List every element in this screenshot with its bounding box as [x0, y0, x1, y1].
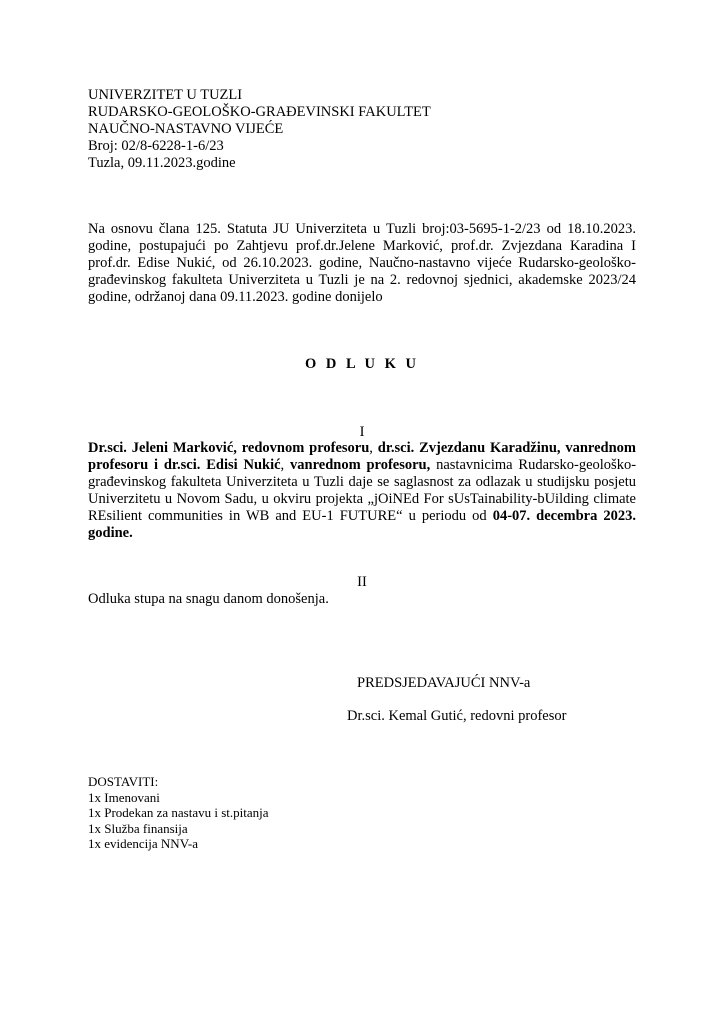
document-number: Broj: 02/8-6228-1-6/23	[88, 138, 224, 154]
distribution-item: 1x Služba finansija	[88, 820, 188, 836]
section-1-line	[88, 440, 636, 457]
section-1-line: Univerzitetu u Novom Sadu, u okviru projekta „jOiNEd For sUsTainability-bUilding climate	[88, 491, 636, 507]
section-1-text: REsilient communities in WB and EU-1 FUTURE“ u periodu od	[88, 508, 493, 524]
section-1-body	[88, 440, 636, 542]
section-1-line	[88, 508, 636, 525]
visit-dates: 04-07. decembra 2023.	[492, 508, 637, 524]
distribution-item: 1x evidencija NNV-a	[88, 836, 198, 851]
intro-line: prof.dr. Edise Nukić, od 26.10.2023. godine, Naučno-nastavno vijeće Rudarsko-geološko-	[88, 255, 636, 271]
person-2-3-name: profesoru i dr.sci. Edisi Nukić	[88, 457, 281, 473]
section-2-body: Odluka stupa na snagu danom donošenja.	[88, 591, 329, 607]
intro-line: Na osnovu člana 125. Statuta JU Univerziteta u Tuzli broj:03-5695-1-2/23 od 18.10.2023.	[88, 221, 636, 237]
faculty-name: RUDARSKO-GEOLOŠKO-GRAĐEVINSKI FAKULTET	[88, 104, 431, 120]
section-number-2: II	[357, 574, 367, 590]
distribution-item: 1x Imenovani	[88, 789, 160, 805]
signature-title: PREDSJEDAVAJUĆI NNV-a	[357, 675, 531, 691]
intro-line: godine, održanoj dana 09.11.2023. godine donijelo	[88, 289, 383, 305]
place-and-date: Tuzla, 09.11.2023.godine	[88, 155, 236, 171]
section-1-line: godine.	[88, 525, 133, 541]
intro-paragraph	[88, 221, 636, 306]
section-number-1: I	[359, 424, 365, 440]
section-1-line	[88, 457, 636, 474]
person-2-name: dr.sci. Zvjezdanu Karadžinu, vanrednom	[377, 440, 636, 456]
section-1-text: nastavnicima Rudarsko-geološko-	[430, 457, 637, 473]
person-3-title: vanrednom profesoru,	[290, 457, 431, 473]
person-1-name: Dr.sci. Jeleni Marković, redovnom profesoru	[88, 440, 370, 456]
signature-name: Dr.sci. Kemal Gutić, redovni profesor	[347, 708, 567, 724]
section-1-line: građevinskog fakulteta Univerziteta u Tuzli daje se saglasnost za odlazak u studijsku posjetu	[88, 474, 636, 490]
university-name: UNIVERZITET U TUZLI	[88, 87, 243, 103]
distribution-heading: DOSTAVITI:	[88, 774, 159, 789]
document-header	[88, 87, 431, 172]
distribution-item: 1x Prodekan za nastavu i st.pitanja	[88, 805, 269, 820]
separator: ,	[280, 457, 291, 473]
distribution-list	[88, 774, 269, 852]
intro-line: građevinskog fakulteta Univerziteta u Tuzli je na 2. redovnoj sjednici, akademske 2023/24	[88, 272, 636, 288]
separator: ,	[369, 440, 378, 456]
intro-line: godine, postupajući po Zahtjevu prof.dr.Jelene Marković, prof.dr. Zvjezdana Karadina I	[88, 238, 636, 254]
council-name: NAUČNO-NASTAVNO VIJEĆE	[88, 121, 284, 137]
decision-title: O D L U K U	[305, 356, 419, 372]
